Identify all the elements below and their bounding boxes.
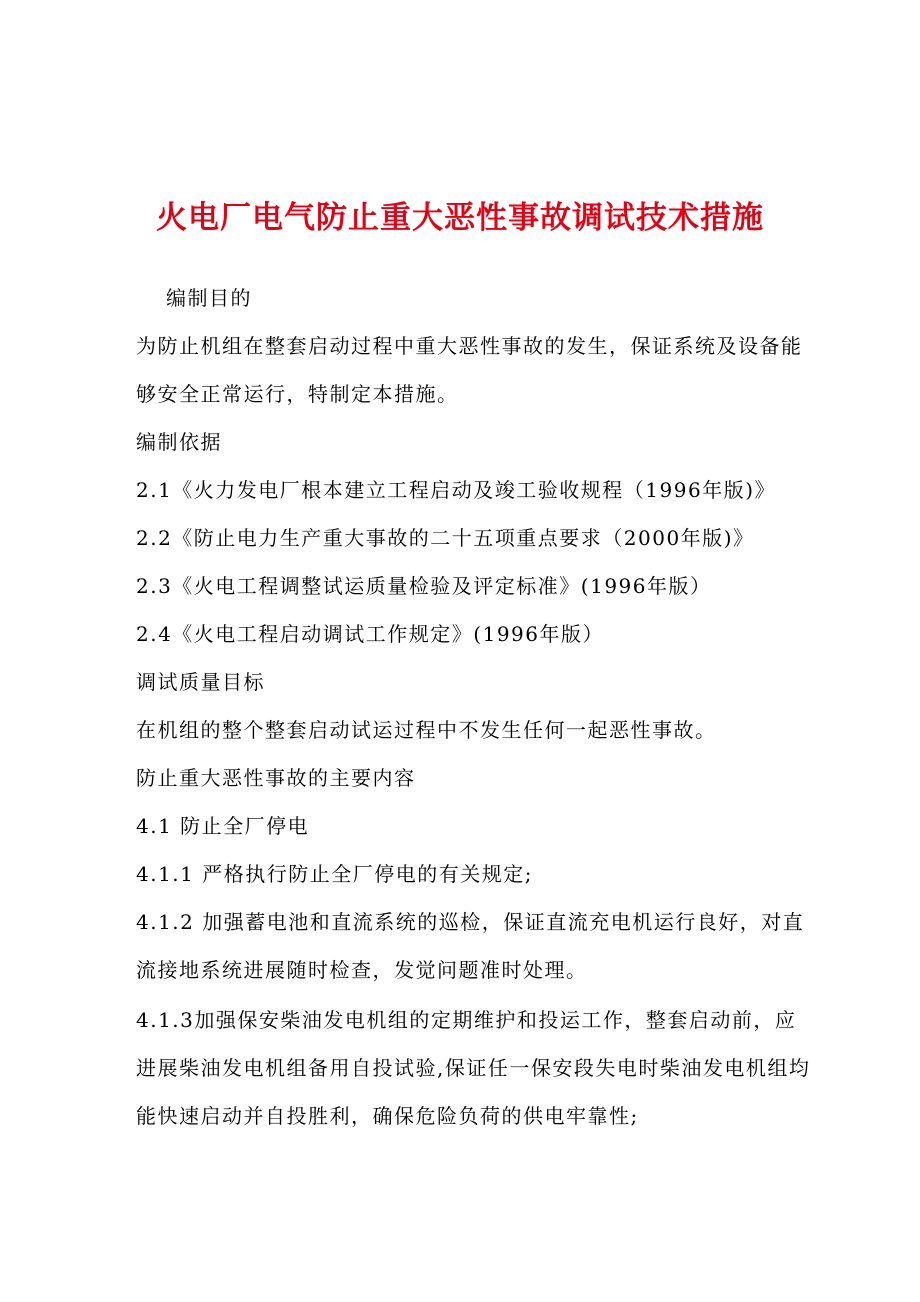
clause-line: 4.1.1 严格执行防止全厂停电的有关规定; <box>136 862 533 886</box>
document-title: 火电厂电气防止重大恶性事故调试技术措施 <box>156 200 764 236</box>
clause-line: 4.1.2 加强蓄电池和直流系统的巡检，保证直流充电机运行良好，对直 <box>136 910 805 934</box>
heading-quality-goal: 调试质量目标 <box>136 670 265 694</box>
section-heading: 4.1 防止全厂停电 <box>136 814 310 838</box>
reference-item: 2.3《火电工程调整试运质量检验及评定标准》(1996年版） <box>136 574 712 598</box>
clause-line: 进展柴油发电机组备用自投试验,保证任一保安段失电时柴油发电机组均 <box>136 1056 811 1080</box>
heading-purpose: 编制目的 <box>166 286 252 310</box>
reference-item: 2.1《火力发电厂根本建立工程启动及竣工验收规程（1996年版)》 <box>136 478 777 502</box>
paragraph-line: 在机组的整个整套启动试运过程中不发生任何一起恶性事故。 <box>136 718 717 742</box>
paragraph-line: 够安全正常运行，特制定本措施。 <box>136 382 459 406</box>
clause-line: 能快速启动并自投胜利，确保危险负荷的供电牢靠性; <box>136 1104 639 1128</box>
reference-item: 2.2《防止电力生产重大事故的二十五项重点要求（2000年版)》 <box>136 526 755 550</box>
heading-basis: 编制依据 <box>136 430 222 454</box>
clause-line: 流接地系统进展随时检查，发觉问题准时处理。 <box>136 958 588 982</box>
clause-line: 4.1.3加强保安柴油发电机组的定期维护和投运工作，整套启动前，应 <box>136 1008 797 1032</box>
reference-item: 2.4《火电工程启动调试工作规定》(1996年版） <box>136 622 605 646</box>
paragraph-line: 为防止机组在整套启动过程中重大恶性事故的发生，保证系统及设备能 <box>136 334 803 358</box>
heading-main-content: 防止重大恶性事故的主要内容 <box>136 766 416 790</box>
